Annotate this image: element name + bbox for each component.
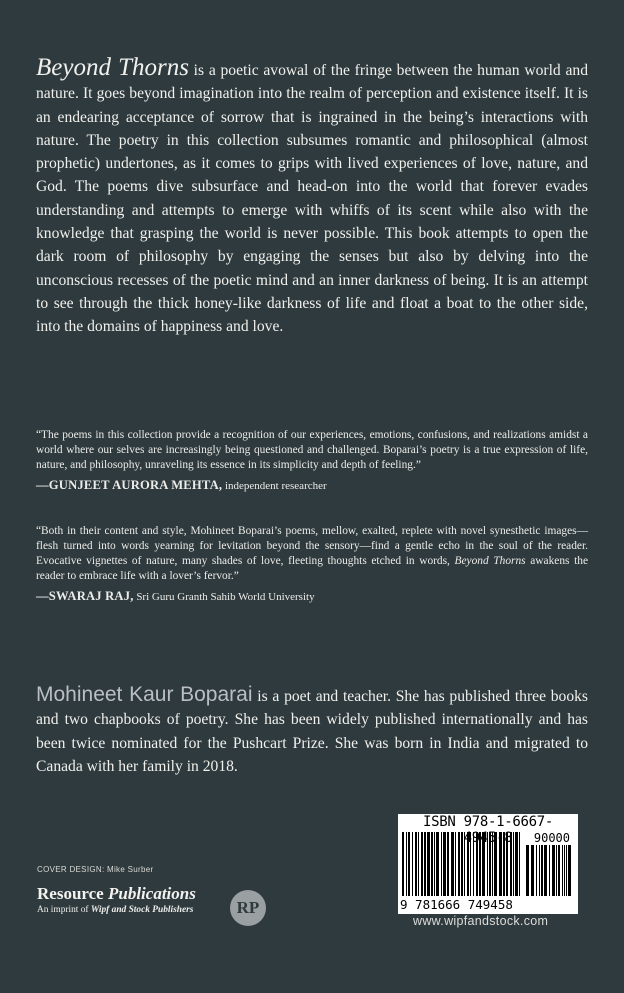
endorsement-text <box>36 524 588 584</box>
publisher-logo: RP <box>230 890 266 926</box>
isbn-barcode <box>398 814 578 914</box>
author-name: Mohineet Kaur Boparai <box>36 683 253 706</box>
imprint-line <box>37 905 196 915</box>
publisher-name <box>37 884 196 904</box>
endorsement-text-part: “Both in their content and style, Mohineet Boparai’s poems, mellow, exalted, replete with novel synesthetic images—flesh turned into words yearning for levitation beyond the sensory—find a gentle echo in the soul of the reader. Evocative vignettes of nature, many shades of love, fleeting thoughts etched in words, <box>36 525 588 567</box>
endorsement-book-title: Beyond Thorns <box>454 555 526 567</box>
publisher-name-part: Resource <box>37 884 108 903</box>
endorsement-2 <box>36 524 588 605</box>
endorser-affiliation: Sri Guru Granth Sahib World University <box>133 591 315 603</box>
author-bio <box>36 683 588 778</box>
blurb-text: is a poetic avowal of the fringe between the human world and nature. It goes beyond imagination into the realm of perception and existence itself. It is an endearing acceptance of sorrow that is ingrained in the being’s interactions with nature. The poetry in this collection subsumes romantic and philosophical (almost prophetic) undertones, as it comes to grips with lived experiences of love, nature, and God. The poems dive subsurface and head-on into the world that forever evades understanding and attempts to emerge with whiffs of its scent while also with the knowledge that grasping the world is never possible. This book attempts to open the dark room of philosophy by engaging the senses but also by delving into the unconscious recesses of the poetic mind and an inner darkness of being. It is an attempt to see through the thick honey-like darkness of life and float a boat to the other side, into the domains of happiness and love. <box>36 62 588 336</box>
endorsement-text-part: awakens the reader to embrace life with a lover’s fervor.” <box>36 555 589 582</box>
book-title: Beyond Thorns <box>36 54 189 81</box>
endorser-affiliation: independent researcher <box>222 480 327 492</box>
price-barcode-bars <box>526 845 572 896</box>
cover-design-credit: COVER DESIGN: Mike Surber <box>37 865 154 874</box>
barcode-bars <box>402 832 522 896</box>
endorsement-attribution <box>36 478 588 494</box>
publisher-imprint <box>37 884 196 915</box>
endorser-name: —SWARAJ RAJ, <box>36 589 134 603</box>
isbn-label: ISBN 978-1-6667- 945-8 <box>422 814 554 846</box>
endorsement-1 <box>36 428 588 494</box>
back-cover-blurb <box>36 56 588 339</box>
endorser-name: —GUNJEET AURORA MEHTA, <box>36 478 223 492</box>
author-bio-text: is a poet and teacher. She has published three books and two chapbooks of poetry. She has been widely published internationally and has been twice nominated for the Pushcart Prize. She was born in India and migrated to Canada with her family in 2018. <box>36 688 588 775</box>
endorsement-text: “The poems in this collection provide a recognition of our experiences, emotions, confusions, and realizations amidst a world where our selves are increasingly being questioned and challenged. Boparai’s poetry is a true expression of life, nature, and philosophy, unraveling its essence in its simplicity and depth of feeling.” <box>36 429 588 471</box>
publisher-website: www.wipfandstock.com <box>413 914 549 928</box>
endorsement-attribution <box>36 589 588 605</box>
imprint-text: An imprint of <box>37 905 91 915</box>
barcode-number: 9 781666 749458 <box>400 897 513 912</box>
price-code: 90000 <box>533 831 570 845</box>
publisher-name-italic: Publications <box>107 884 196 903</box>
imprint-publisher: Wipf and Stock Publishers <box>90 905 194 915</box>
